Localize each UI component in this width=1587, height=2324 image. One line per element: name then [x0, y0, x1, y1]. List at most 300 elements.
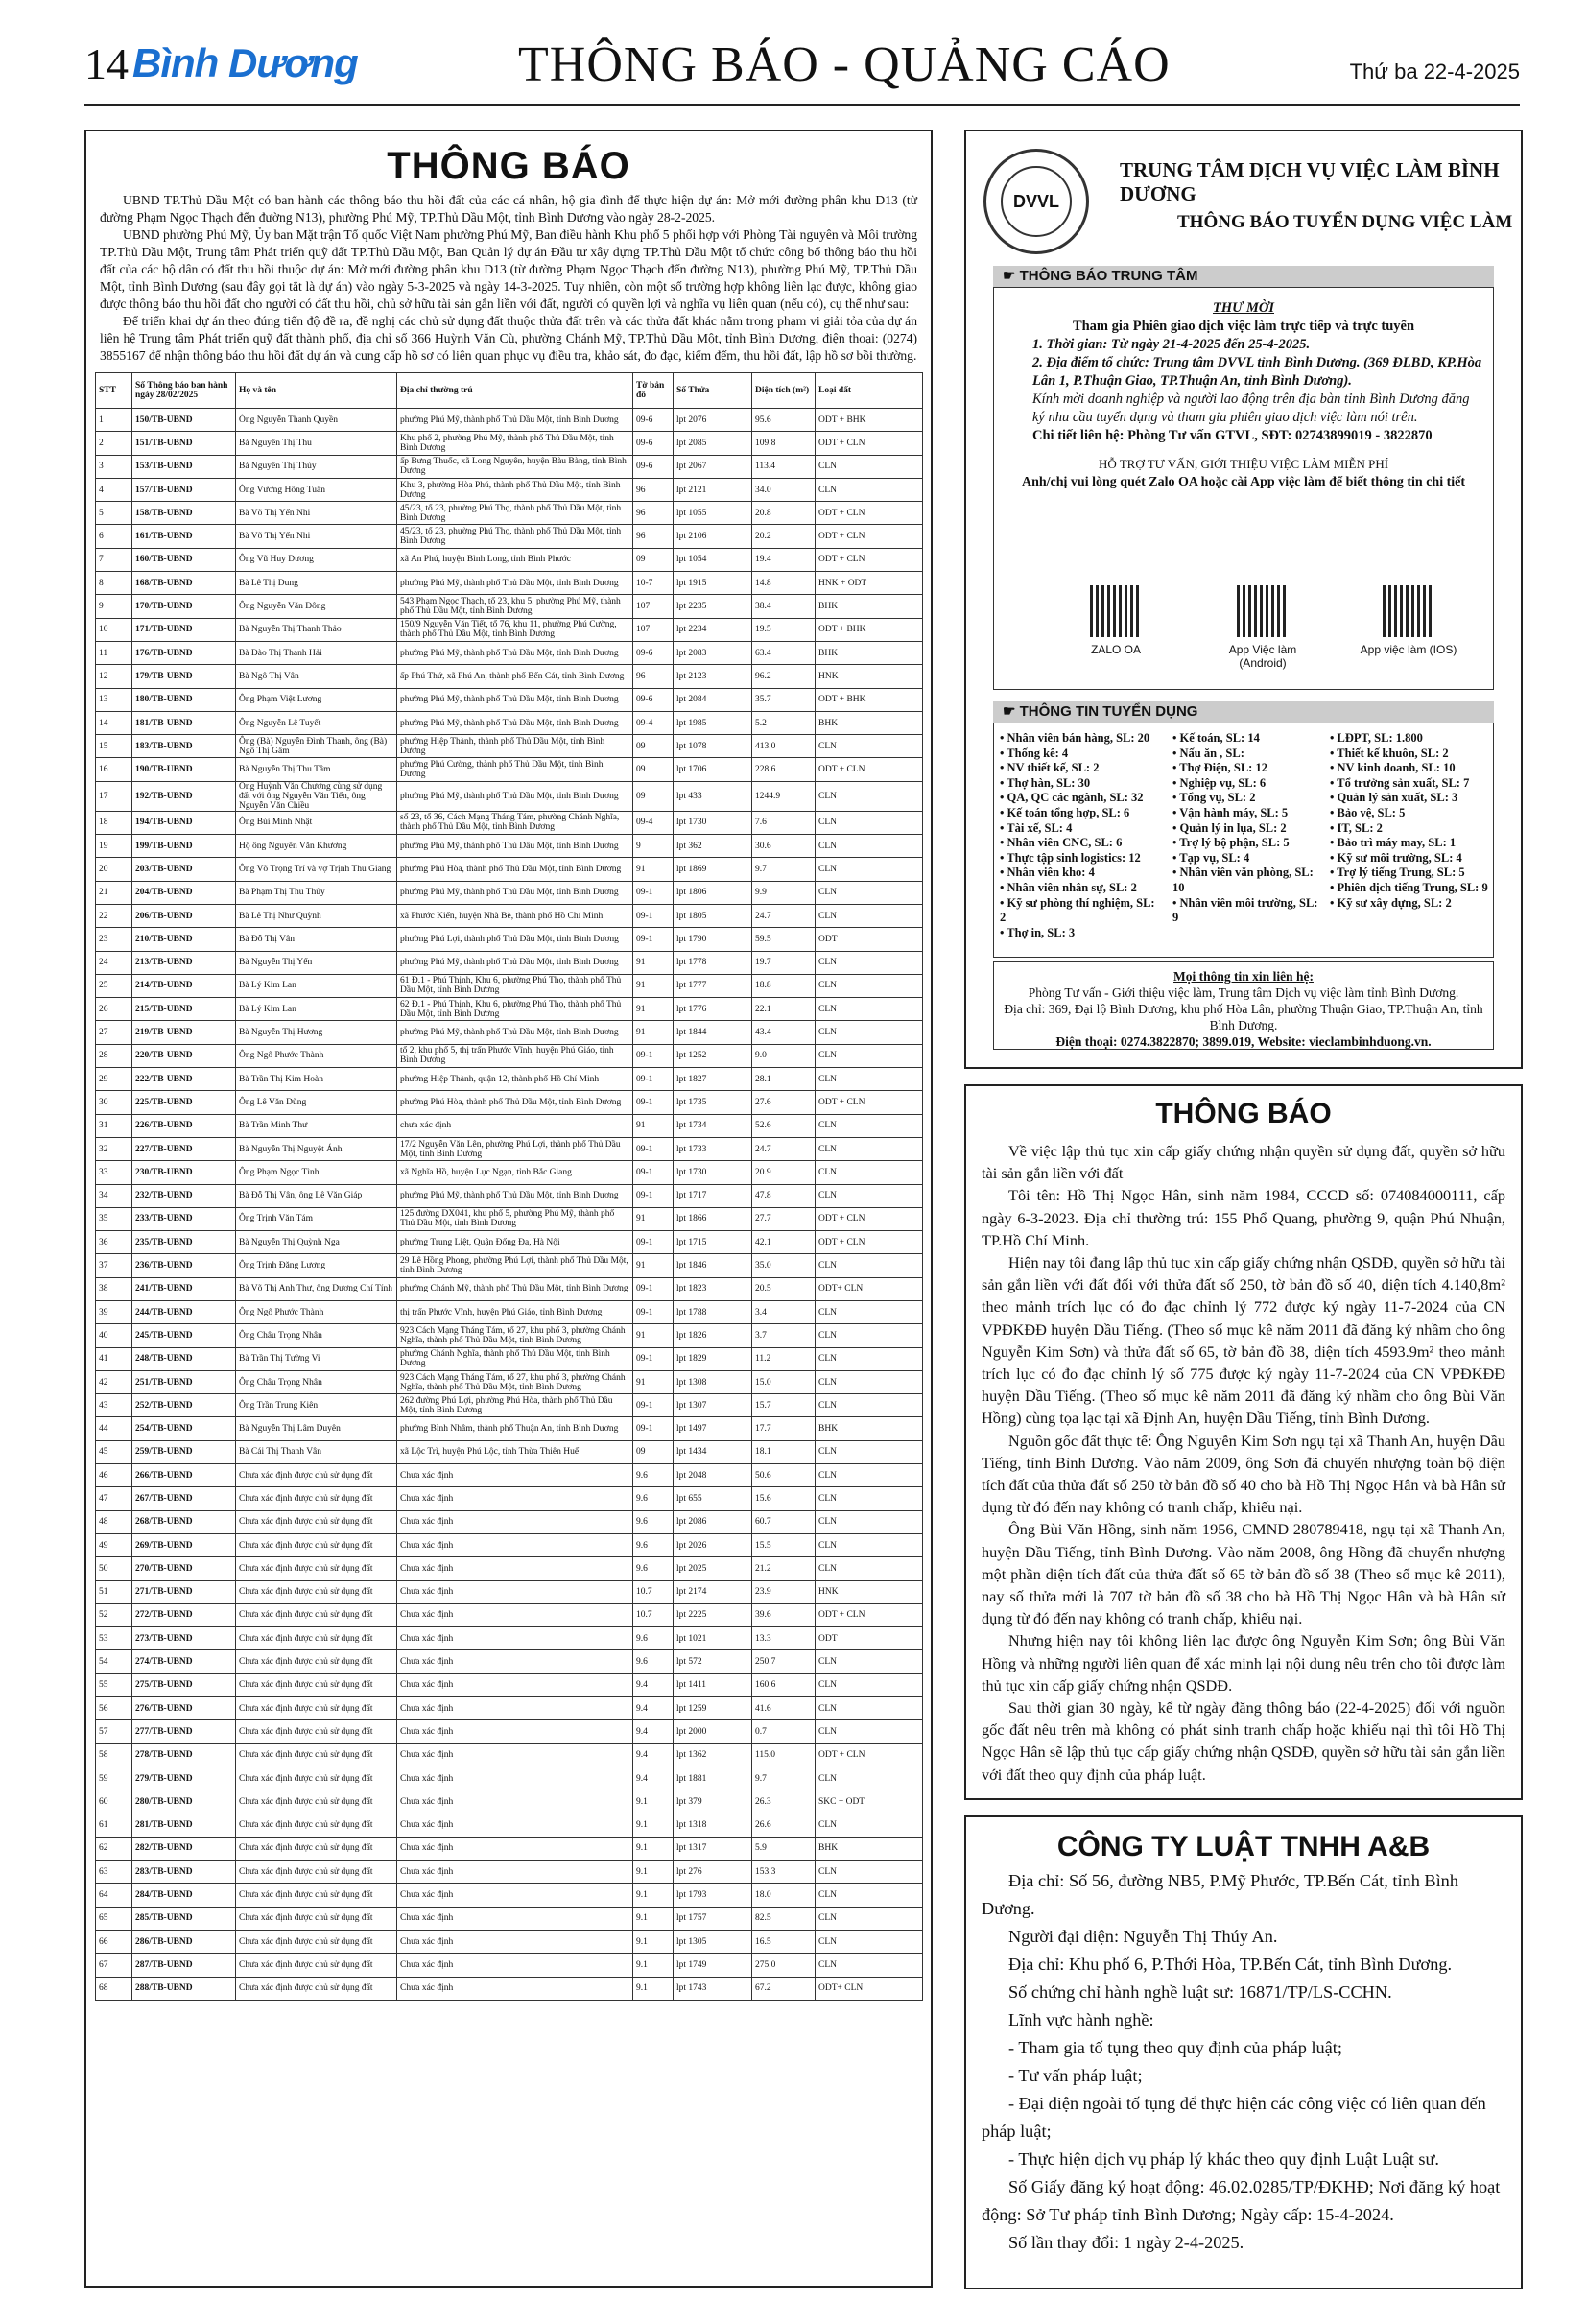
table-cell: lpt 1881 — [674, 1767, 752, 1790]
table-cell: Chưa xác định được chủ sử dụng đất — [236, 1487, 397, 1510]
table-cell: Bà Trần Thị Tường Vi — [236, 1347, 397, 1370]
table-cell: 206/TB-UBND — [132, 904, 236, 927]
table-cell: 35 — [96, 1207, 132, 1230]
table-cell: lpt 1788 — [674, 1300, 752, 1323]
notice-paragraph: Ông Bùi Văn Hồng, sinh năm 1956, CMND 280789418, ngụ tại xã Thanh An, huyện Dầu Tiếng, tỉnh Bình Dương. Vào năm 2008, ông Hồng đã chuyển nhượng một phần diện tích đất của thửa đất số 65 tờ bản đồ số 38 (Theo số mục kê 2011), nay số thửa mới là 707 tờ bản đồ số 38 cho bà Hồ Thị Ngọc Hân và bà Hân sử dụng từ đó đến nay không có tranh chấp, khiếu nại. — [982, 1520, 1505, 1628]
table-cell: 226/TB-UBND — [132, 1114, 236, 1137]
table-cell: phường Phú Mỹ, thành phố Thủ Dầu Một, tỉnh Bình Dương — [397, 951, 633, 974]
free-support-line: HỖ TRỢ TƯ VẤN, GIỚI THIỆU VIỆC LÀM MIỄN PHÍ — [1098, 457, 1389, 471]
table-cell: lpt 1866 — [674, 1207, 752, 1230]
table-cell: 151/TB-UBND — [132, 432, 236, 455]
table-row — [96, 1650, 923, 1673]
job-item: • IT, SL: 2 — [1330, 820, 1383, 835]
table-cell: 543 Phạm Ngọc Thạch, tổ 23, khu 5, phường Phú Mỹ, thành phố Thủ Dầu Một, tỉnh Bình Dương — [397, 595, 633, 618]
table-cell: CLN — [816, 881, 923, 904]
table-cell: Bà Nguyễn Thị Thu — [236, 432, 397, 455]
table-cell: lpt 1733 — [674, 1137, 752, 1160]
table-cell: 29 Lê Hồng Phong, phường Phú Lợi, thành phố Thủ Dầu Một, tỉnh Bình Dương — [397, 1254, 633, 1277]
table-cell: lpt 1318 — [674, 1814, 752, 1837]
tab-label: THÔNG TIN TUYỂN DỤNG — [1019, 703, 1198, 720]
table-cell: 8 — [96, 572, 132, 595]
table-cell: Chưa xác định — [397, 1487, 633, 1510]
company-line: Địa chỉ: Số 56, đường NB5, P.Mỹ Phước, TP.Bến Cát, tỉnh Bình Dương. — [982, 1871, 1458, 1918]
table-cell: Ông Bùi Minh Nhật — [236, 811, 397, 834]
table-cell: 235/TB-UBND — [132, 1231, 236, 1254]
table-cell: 230/TB-UBND — [132, 1161, 236, 1184]
table-cell: 27.7 — [752, 1207, 816, 1230]
table-row — [96, 1720, 923, 1743]
table-cell: Ông Nguyễn Thanh Quyền — [236, 409, 397, 432]
table-row — [96, 595, 923, 618]
table-row — [96, 1767, 923, 1790]
table-row — [96, 1068, 923, 1091]
table-cell: 219/TB-UBND — [132, 1021, 236, 1044]
job-item: • Quản lý in lụa, SL: 2 — [1172, 820, 1287, 835]
table-cell: 09-1 — [633, 928, 674, 951]
job-item: • Thợ hàn, SL: 30 — [1000, 775, 1091, 790]
job-item: • Trợ lý bộ phận, SL: 5 — [1172, 836, 1290, 850]
table-cell: 228.6 — [752, 758, 816, 781]
table-cell: xã Lộc Trì, huyện Phú Lộc, tỉnh Thừa Thiên Huế — [397, 1440, 633, 1463]
table-cell: Chưa xác định được chủ sử dụng đất — [236, 1954, 397, 1977]
job-item: • Tạp vụ, SL: 4 — [1172, 850, 1250, 865]
table-cell: 91 — [633, 1324, 674, 1347]
table-cell: lpt 2048 — [674, 1464, 752, 1487]
table-cell: CLN — [816, 1394, 923, 1417]
table-cell: lpt 1054 — [674, 548, 752, 571]
table-row — [96, 1464, 923, 1487]
table-cell: 15.5 — [752, 1533, 816, 1556]
table-cell: Bà Ngô Thị Vân — [236, 665, 397, 688]
table-cell: CLN — [816, 1557, 923, 1580]
job-item: • Kế toán, SL: 14 — [1172, 731, 1260, 745]
table-cell: 9.1 — [633, 1977, 674, 2000]
ios-qr-code[interactable] — [1383, 585, 1434, 637]
table-cell: 91 — [633, 858, 674, 881]
table-cell: 34 — [96, 1184, 132, 1207]
job-item: • Tổng vụ, SL: 2 — [1172, 791, 1256, 805]
table-cell: phường Trung Liệt, Quận Đống Đa, Hà Nội — [397, 1231, 633, 1254]
table-cell: Ông Châu Trọng Nhân — [236, 1324, 397, 1347]
table-cell: 284/TB-UBND — [132, 1884, 236, 1907]
android-qr-code[interactable] — [1237, 585, 1289, 637]
table-cell: Chưa xác định được chủ sử dụng đất — [236, 1697, 397, 1720]
table-cell: Ông Vũ Huy Dương — [236, 548, 397, 571]
table-cell: Bà Nguyễn Thị Thanh Thảo — [236, 618, 397, 641]
table-row — [96, 1021, 923, 1044]
table-row — [96, 1977, 923, 2000]
table-cell: 09-4 — [633, 811, 674, 834]
table-cell: 3.4 — [752, 1300, 816, 1323]
table-cell: lpt 1734 — [674, 1114, 752, 1137]
table-cell: 20.2 — [752, 525, 816, 548]
table-cell: CLN — [816, 1954, 923, 1977]
table-cell: Chưa xác định — [397, 1814, 633, 1837]
land-notice-body — [86, 192, 931, 365]
table-cell: 54 — [96, 1650, 132, 1673]
table-cell: Chưa xác định được chủ sử dụng đất — [236, 1790, 397, 1814]
table-cell: 35.0 — [752, 1254, 816, 1277]
table-cell: phường Phú Mỹ, thành phố Thủ Dầu Một, tỉnh Bình Dương — [397, 881, 633, 904]
table-cell: lpt 2121 — [674, 478, 752, 501]
table-cell: lpt 655 — [674, 1487, 752, 1510]
job-item: • Tài xế, SL: 4 — [1000, 820, 1073, 835]
table-cell: 5.9 — [752, 1837, 816, 1860]
table-cell: Bà Cái Thị Thanh Vân — [236, 1440, 397, 1463]
invite-line-3: 2. Địa điểm tổ chức: Trung tâm DVVL tỉnh Bình Dương. (369 ĐLBD, KP.Hòa Lân 1, P.Thuận Giao, TP.Thuận An, tỉnh Bình Dương). — [1032, 355, 1482, 389]
table-cell: 59 — [96, 1767, 132, 1790]
table-cell: Chưa xác định được chủ sử dụng đất — [236, 1464, 397, 1487]
table-cell: 227/TB-UBND — [132, 1137, 236, 1160]
table-cell: CLN — [816, 1487, 923, 1510]
table-row — [96, 455, 923, 478]
table-cell: 96 — [633, 525, 674, 548]
table-cell: 157/TB-UBND — [132, 478, 236, 501]
table-cell: 10.7 — [633, 1580, 674, 1603]
table-cell: lpt 2235 — [674, 595, 752, 618]
table-cell: 42 — [96, 1370, 132, 1393]
table-cell: lpt 1826 — [674, 1324, 752, 1347]
table-cell: Chưa xác định — [397, 1627, 633, 1650]
table-cell: 44 — [96, 1417, 132, 1440]
table-cell: 96 — [633, 502, 674, 525]
table-cell: Chưa xác định — [397, 1907, 633, 1930]
table-cell: 09-1 — [633, 1394, 674, 1417]
table-cell: Ông Huỳnh Văn Chương cùng sử dụng đất với ông Nguyễn Văn Tiến, ông Nguyễn Văn Chiều — [236, 781, 397, 811]
company-body — [966, 1867, 1521, 2257]
table-cell: lpt 1806 — [674, 881, 752, 904]
job-item: • Thống kê: 4 — [1000, 746, 1069, 760]
table-cell: lpt 1846 — [674, 1254, 752, 1277]
job-item: • Trợ lý tiếng Trung, SL: 5 — [1330, 866, 1465, 880]
col-header: Số Thông báo ban hành ngày 28/02/2025 — [132, 373, 236, 409]
col-header: Loại đất — [816, 373, 923, 409]
table-cell: 20 — [96, 858, 132, 881]
job-item: • QA, QC các ngành, SL: 32 — [1000, 791, 1144, 805]
table-cell: Bà Lê Thị Như Quỳnh — [236, 904, 397, 927]
table-cell: 96 — [633, 665, 674, 688]
table-cell: số 23, tổ 36, Cách Mạng Tháng Tám, phường Chánh Nghĩa, thành phố Thủ Dầu Một, tỉnh Bình Dương — [397, 811, 633, 834]
col-header: STT — [96, 373, 132, 409]
table-cell: 168/TB-UBND — [132, 572, 236, 595]
table-cell: Bà Trần Minh Thư — [236, 1114, 397, 1137]
table-cell: ấp Phú Thứ, xã Phú An, thành phố Bến Cát, tỉnh Bình Dương — [397, 665, 633, 688]
table-cell: 254/TB-UBND — [132, 1417, 236, 1440]
table-cell: phường Bình Nhâm, thành phố Thuận An, tỉnh Bình Dương — [397, 1417, 633, 1440]
table-cell: 923 Cách Mạng Tháng Tám, tổ 27, khu phố 3, phường Chánh Nghĩa, thành phố Thủ Dầu Một, tỉnh Bình Dương — [397, 1324, 633, 1347]
table-row — [96, 998, 923, 1021]
table-cell: 09-1 — [633, 1091, 674, 1114]
table-cell: Chưa xác định được chủ sử dụng đất — [236, 1510, 397, 1533]
table-cell: 96.2 — [752, 665, 816, 688]
table-cell: 15.6 — [752, 1487, 816, 1510]
table-cell: 262 đường Phú Lợi, phường Phú Hòa, thành phố Thủ Dầu Một, tỉnh Bình Dương — [397, 1394, 633, 1417]
table-cell: 183/TB-UBND — [132, 735, 236, 758]
table-cell: Bà Nguyễn Thị Quỳnh Nga — [236, 1231, 397, 1254]
contact-line-2: Địa chỉ: 369, Đại lộ Bình Dương, khu phố Hòa Lân, phường Thuận Giao, TP.Thuận An, tỉnh Bình Dương. — [1004, 1002, 1483, 1032]
table-cell: 19.4 — [752, 548, 816, 571]
table-cell: Ông Châu Trọng Nhân — [236, 1370, 397, 1393]
hand-pointer-icon: ☛ — [1003, 268, 1020, 284]
table-cell: 199/TB-UBND — [132, 835, 236, 858]
table-cell: Chưa xác định được chủ sử dụng đất — [236, 1767, 397, 1790]
table-cell: CLN — [816, 455, 923, 478]
table-cell: 26.6 — [752, 1814, 816, 1837]
table-cell: CLN — [816, 1137, 923, 1160]
table-cell: Chưa xác định — [397, 1580, 633, 1603]
table-cell: 10-7 — [633, 572, 674, 595]
table-cell: 09-6 — [633, 432, 674, 455]
job-list-col-1 — [1000, 731, 1161, 940]
table-cell: 52.6 — [752, 1114, 816, 1137]
table-cell: phường Phú Mỹ, thành phố Thủ Dầu Một, tỉnh Bình Dương — [397, 835, 633, 858]
table-cell: Ông Trần Trung Kiên — [236, 1394, 397, 1417]
table-cell: 180/TB-UBND — [132, 688, 236, 711]
table-cell: ODT + CLN — [816, 525, 923, 548]
table-cell: 204/TB-UBND — [132, 881, 236, 904]
job-item: • Nghiệp vụ, SL: 6 — [1172, 775, 1267, 790]
table-cell: 27 — [96, 1021, 132, 1044]
table-cell: 2 — [96, 432, 132, 455]
zalo-qr-code[interactable] — [1090, 585, 1142, 637]
table-cell: 266/TB-UBND — [132, 1464, 236, 1487]
table-cell: 57 — [96, 1720, 132, 1743]
table-cell: 91 — [633, 1021, 674, 1044]
table-cell: 9.1 — [633, 1884, 674, 1907]
land-certificate-notice — [964, 1084, 1523, 1800]
table-cell: 38 — [96, 1277, 132, 1300]
table-cell: Ông Nguyễn Văn Đông — [236, 595, 397, 618]
table-cell: Chưa xác định được chủ sử dụng đất — [236, 1977, 397, 2000]
table-cell: 3.7 — [752, 1324, 816, 1347]
table-cell: 39 — [96, 1300, 132, 1323]
table-cell: 32 — [96, 1137, 132, 1160]
table-cell: 67.2 — [752, 1977, 816, 2000]
table-cell: 277/TB-UBND — [132, 1720, 236, 1743]
table-cell: 91 — [633, 998, 674, 1021]
table-cell: Chưa xác định được chủ sử dụng đất — [236, 1861, 397, 1884]
table-cell: 236/TB-UBND — [132, 1254, 236, 1277]
table-cell: lpt 1021 — [674, 1627, 752, 1650]
table-cell: Chưa xác định — [397, 1743, 633, 1767]
table-cell: ODT + CLN — [816, 502, 923, 525]
table-cell: 278/TB-UBND — [132, 1743, 236, 1767]
table-cell: 59.5 — [752, 928, 816, 951]
table-cell: phường Phú Mỹ, thành phố Thủ Dầu Một, tỉnh Bình Dương — [397, 781, 633, 811]
table-cell: phường Phú Mỹ, thành phố Thủ Dầu Một, tỉnh Bình Dương — [397, 641, 633, 664]
table-cell: 107 — [633, 618, 674, 641]
table-cell: 272/TB-UBND — [132, 1603, 236, 1626]
table-cell: 56 — [96, 1697, 132, 1720]
table-cell: 9 — [633, 835, 674, 858]
table-cell: phường Hiệp Thành, thành phố Thủ Dầu Một, tỉnh Bình Dương — [397, 735, 633, 758]
logo-text: DVVL — [1001, 166, 1072, 237]
table-row — [96, 1277, 923, 1300]
table-cell: 61 — [96, 1814, 132, 1837]
table-cell: ODT + CLN — [816, 1091, 923, 1114]
invite-title: THƯ MỜI — [1212, 300, 1274, 316]
table-cell: 43.4 — [752, 1021, 816, 1044]
table-cell: phường Chánh Nghĩa, thành phố Thủ Dầu Một, tỉnh Bình Dương — [397, 1347, 633, 1370]
table-cell: Ông Vương Hồng Tuấn — [236, 478, 397, 501]
table-cell: 45 — [96, 1440, 132, 1463]
table-cell: lpt 1749 — [674, 1954, 752, 1977]
table-cell: CLN — [816, 1021, 923, 1044]
table-cell: lpt 1793 — [674, 1884, 752, 1907]
table-cell: ODT — [816, 1627, 923, 1650]
table-cell: CLN — [816, 811, 923, 834]
table-cell: 28.1 — [752, 1068, 816, 1091]
table-cell: CLN — [816, 951, 923, 974]
table-cell: Chưa xác định — [397, 1697, 633, 1720]
table-cell: 60 — [96, 1790, 132, 1814]
table-cell: lpt 362 — [674, 835, 752, 858]
table-cell: 10.7 — [633, 1603, 674, 1626]
table-cell: 222/TB-UBND — [132, 1068, 236, 1091]
table-cell: lpt 1730 — [674, 811, 752, 834]
hand-pointer-icon: ☛ — [1003, 703, 1020, 720]
table-cell: 37 — [96, 1254, 132, 1277]
table-cell: 09-1 — [633, 1231, 674, 1254]
notice-paragraph: Hiện nay tôi đang lập thủ tục xin cấp giấy chứng nhận QSDĐ, quyền sở hữu tài sản gắn liền với đất đối với thửa đất số 250, tờ bản đồ số 40, diện tích 4.140,8m² theo mảnh trích lục có đo đạc chỉnh lý 772 được ký ngày 11-7-2024 của CN VPĐKĐĐ huyện Dầu Tiếng. (Theo số mục kê năm 2011 đã đăng ký nhầm cho ông Nguyễn Kim Sơn) và thửa đất số 65, tờ bản đồ 38, diện tích 4593.9m² theo mảnh trích lục có đo đạc chỉnh lý số 775 được ký ngày 11-7-2024 của CN VPĐKĐĐ huyện Dầu Tiếng. (Theo số mục kê năm 2011 đã đăng ký nhầm cho ông Bùi Văn Hồng) cùng tọa lạc tại xã Định An, huyện Dầu Tiếng, tỉnh Bình Dương. — [982, 1253, 1505, 1428]
table-cell: 6 — [96, 525, 132, 548]
land-notice-para-2: UBND phường Phú Mỹ, Ủy ban Mặt trận Tổ quốc Việt Nam phường Phú Mỹ, Ban điều hành Khu phố 5 phối hợp với Phòng Tài nguyên và Môi trường TP.Thủ Dầu Một, Trung tâm Phát triển quỹ đất TP.Thủ Dầu Một, Ban Quản lý dự án Đầu tư xây dựng TP.Thủ Dầu Một tổ chức công bố thông báo thu hồi đất của các hộ dân có đất thu hồi thuộc dự án: Mở mới đường phân khu D13 (từ đường Phạm Ngọc Thạch đến đường N13), phường Phú Mỹ, TP.Thủ Dầu Một, tỉnh Bình Dương (sau đây gọi tắt là dự án) vào ngày 5-3-2025 và ngày 14-3-2025. Tuy nhiên, còn một số trường hợp không liên lạc được, không giao được thông báo thu hồi đất cho người có đất thu hồi, chủ sở hữu tài sản gắn liền với đất, người có quyền lợi và nghĩa vụ liên quan (nếu có), cụ thể như sau: — [100, 227, 917, 311]
table-cell: 282/TB-UBND — [132, 1837, 236, 1860]
table-cell: 91 — [633, 1207, 674, 1230]
table-cell: 279/TB-UBND — [132, 1767, 236, 1790]
table-cell: Chưa xác định — [397, 1720, 633, 1743]
table-row — [96, 502, 923, 525]
table-cell: Ông Lê Văn Dũng — [236, 1091, 397, 1114]
table-cell: 7.6 — [752, 811, 816, 834]
job-item: • Vận hành máy, SL: 5 — [1172, 805, 1289, 819]
table-cell: 19.5 — [752, 618, 816, 641]
job-item: • Nhân viên kho: 4 — [1000, 866, 1095, 880]
qr-label: App việc làm (IOS) — [1360, 643, 1457, 656]
table-row — [96, 1394, 923, 1417]
table-cell: 36 — [96, 1231, 132, 1254]
table-cell: 16.5 — [752, 1931, 816, 1954]
table-cell: Chưa xác định — [397, 1861, 633, 1884]
table-cell: 09 — [633, 758, 674, 781]
table-cell: Chưa xác định được chủ sử dụng đất — [236, 1533, 397, 1556]
table-cell: CLN — [816, 1907, 923, 1930]
table-cell: 25 — [96, 974, 132, 997]
land-notice-title: THÔNG BÁO — [387, 145, 630, 187]
table-row — [96, 1184, 923, 1207]
table-body — [96, 409, 923, 2001]
table-cell: Chưa xác định được chủ sử dụng đất — [236, 1627, 397, 1650]
table-cell: lpt 1730 — [674, 1161, 752, 1184]
table-header-row — [96, 373, 923, 409]
table-cell: 91 — [633, 1114, 674, 1137]
table-cell: 248/TB-UBND — [132, 1347, 236, 1370]
table-cell: 9.1 — [633, 1861, 674, 1884]
table-cell: 18.1 — [752, 1440, 816, 1463]
table-cell: lpt 1715 — [674, 1231, 752, 1254]
table-row — [96, 904, 923, 927]
table-row — [96, 1533, 923, 1556]
table-cell: CLN — [816, 1697, 923, 1720]
table-cell: Bà Võ Thị Anh Thư, ông Dương Chí Tính — [236, 1277, 397, 1300]
table-cell: 210/TB-UBND — [132, 928, 236, 951]
table-cell: ODT + CLN — [816, 1603, 923, 1626]
table-cell: Chưa xác định được chủ sử dụng đất — [236, 1603, 397, 1626]
job-list-col-2 — [1172, 731, 1324, 926]
table-cell: CLN — [816, 1767, 923, 1790]
table-cell: 09-6 — [633, 688, 674, 711]
table-cell: 34.0 — [752, 478, 816, 501]
table-cell: 288/TB-UBND — [132, 1977, 236, 2000]
table-cell: lpt 1055 — [674, 502, 752, 525]
table-cell: 9.4 — [633, 1743, 674, 1767]
company-line: Số lần thay đổi: 1 ngày 2-4-2025. — [1008, 2233, 1244, 2252]
invitation-box — [993, 287, 1494, 690]
table-cell: 91 — [633, 1254, 674, 1277]
land-notice-box — [84, 130, 933, 2288]
table-row — [96, 525, 923, 548]
table-cell: lpt 572 — [674, 1650, 752, 1673]
table-cell: 21 — [96, 881, 132, 904]
col-header: Diện tích (m²) — [752, 373, 816, 409]
table-cell: lpt 1777 — [674, 974, 752, 997]
table-cell: CLN — [816, 858, 923, 881]
table-cell: lpt 379 — [674, 1790, 752, 1814]
table-cell: 9.1 — [633, 1907, 674, 1930]
table-cell: 39.6 — [752, 1603, 816, 1626]
table-cell: ODT + CLN — [816, 1207, 923, 1230]
table-cell: 9.6 — [633, 1650, 674, 1673]
job-item: • Quản lý sản xuất, SL: 3 — [1330, 791, 1458, 805]
table-cell: 9.4 — [633, 1697, 674, 1720]
table-cell: 09-1 — [633, 1044, 674, 1067]
table-cell: lpt 2025 — [674, 1557, 752, 1580]
table-cell: 9.1 — [633, 1814, 674, 1837]
table-cell: 285/TB-UBND — [132, 1907, 236, 1930]
table-cell: phường Phú Mỹ, thành phố Thủ Dầu Một, tỉnh Bình Dương — [397, 572, 633, 595]
table-cell: phường Chánh Mỹ, thành phố Thủ Dầu Một, tỉnh Bình Dương — [397, 1277, 633, 1300]
table-cell: lpt 1805 — [674, 904, 752, 927]
page-number: 14 — [84, 39, 129, 88]
table-cell: 24.7 — [752, 1137, 816, 1160]
table-cell: 9.1 — [633, 1931, 674, 1954]
table-row — [96, 758, 923, 781]
table-cell: 4 — [96, 478, 132, 501]
table-cell: CLN — [816, 1300, 923, 1323]
table-row — [96, 928, 923, 951]
notice-paragraph: Tôi tên: Hồ Thị Ngọc Hân, sinh năm 1984, CCCD số: 074084000111, cấp ngày 6-3-2023. Địa chỉ thường trú: 155 Phổ Quang, phường 9, quận Phú Nhuận, TP.Hồ Chí Minh. — [982, 1186, 1505, 1249]
table-cell: 115.0 — [752, 1743, 816, 1767]
table-row — [96, 618, 923, 641]
table-row — [96, 1370, 923, 1393]
table-cell: Bà Trần Thị Kim Hoàn — [236, 1068, 397, 1091]
job-item: • Nhân viên văn phòng, SL: 10 — [1172, 866, 1314, 894]
job-center-name: TRUNG TÂM DỊCH VỤ VIỆC LÀM BÌNH DƯƠNG — [1120, 158, 1500, 205]
table-cell: lpt 1776 — [674, 998, 752, 1021]
table-cell: Bà Đỗ Thị Vân — [236, 928, 397, 951]
table-cell: 18.0 — [752, 1884, 816, 1907]
table-cell: Chưa xác định được chủ sử dụng đất — [236, 1743, 397, 1767]
job-item: • Tổ trưởng sản xuất, SL: 7 — [1330, 775, 1470, 790]
table-row — [96, 711, 923, 734]
table-cell: CLN — [816, 1464, 923, 1487]
table-cell: lpt 1844 — [674, 1021, 752, 1044]
table-cell: 267/TB-UBND — [132, 1487, 236, 1510]
table-cell: 194/TB-UBND — [132, 811, 236, 834]
table-cell: lpt 2085 — [674, 432, 752, 455]
table-cell: Chưa xác định được chủ sử dụng đất — [236, 1837, 397, 1860]
table-cell: 9.7 — [752, 858, 816, 881]
